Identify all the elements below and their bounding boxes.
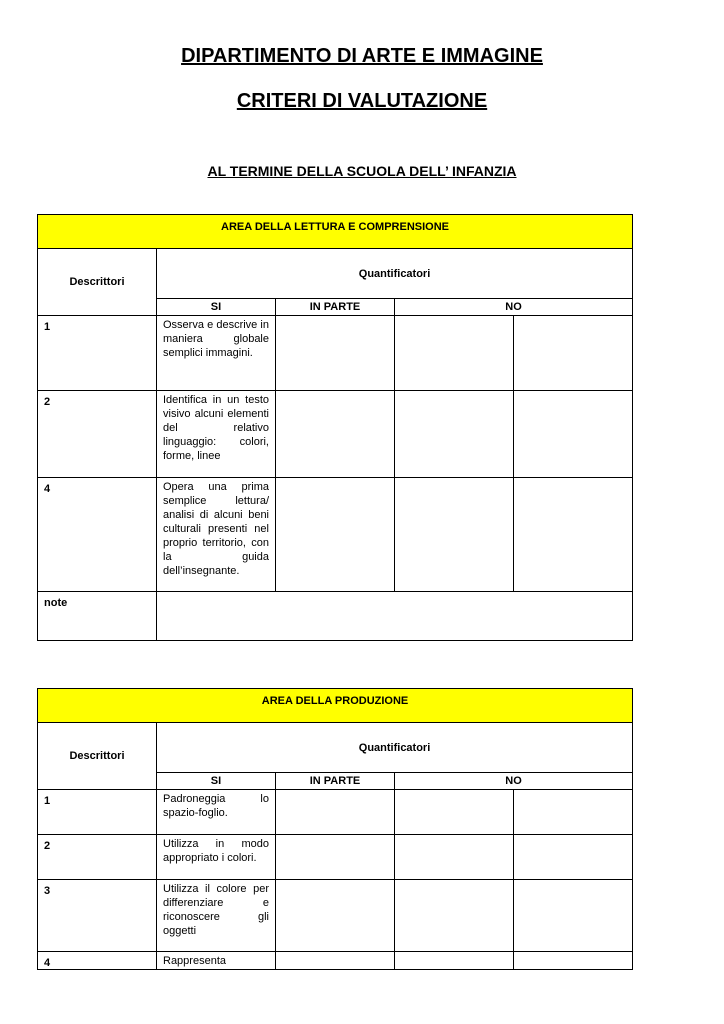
empty-cell <box>514 952 633 970</box>
table-row <box>38 790 633 835</box>
row-number: 2 <box>38 391 157 478</box>
empty-cell <box>276 880 395 952</box>
empty-cell <box>276 835 395 880</box>
descriptors-header: Descrittori <box>38 249 157 316</box>
row-descriptor: Identifica in un testo visivo alcuni elementi del relativo linguaggio: colori, forme, linee <box>157 391 276 478</box>
row-descriptor: Opera una prima semplice lettura/ analisi di alcuni beni culturali presenti nel proprio territorio, con la guida dell’insegnante. <box>157 478 276 592</box>
row-number: 4 <box>38 952 157 970</box>
criteria-title: CRITERI DI VALUTAZIONE <box>236 90 488 112</box>
row-descriptor: Padroneggia lo spazio-foglio. <box>157 790 276 835</box>
table-row <box>38 391 633 478</box>
row-number: 2 <box>38 835 157 880</box>
quantifiers-header: Quantificatori <box>157 249 633 299</box>
table-row <box>38 316 633 391</box>
row-number: 1 <box>38 790 157 835</box>
area-title: AREA DELLA PRODUZIONE <box>38 689 633 723</box>
area-title: AREA DELLA LETTURA E COMPRENSIONE <box>38 215 633 249</box>
empty-cell <box>514 835 633 880</box>
empty-cell <box>276 391 395 478</box>
in-parte-header: IN PARTE <box>276 299 395 316</box>
row-number: 4 <box>38 478 157 592</box>
production-table <box>37 688 633 970</box>
table-row <box>38 880 633 952</box>
table-row <box>38 478 633 592</box>
quantifiers-header: Quantificatori <box>157 723 633 773</box>
no-header: NO <box>395 773 633 790</box>
row-descriptor: Utilizza in modo appropriato i colori. <box>157 835 276 880</box>
empty-cell <box>514 478 633 592</box>
descriptors-header: Descrittori <box>38 723 157 790</box>
row-descriptor: Utilizza il colore per differenziare e riconoscere gli oggetti <box>157 880 276 952</box>
level-title: AL TERMINE DELLA SCUOLA DELL’ INFANZIA <box>207 163 517 179</box>
empty-cell <box>514 391 633 478</box>
empty-cell <box>276 478 395 592</box>
empty-cell <box>276 790 395 835</box>
in-parte-header: IN PARTE <box>276 773 395 790</box>
empty-cell <box>514 880 633 952</box>
row-number: 1 <box>38 316 157 391</box>
department-title: DIPARTIMENTO DI ARTE E IMMAGINE <box>181 45 543 67</box>
notes-cell <box>157 592 633 641</box>
si-header: SI <box>157 299 276 316</box>
notes-label: note <box>38 592 157 641</box>
no-header: NO <box>395 299 633 316</box>
empty-cell <box>395 880 514 952</box>
si-header: SI <box>157 773 276 790</box>
reading-comprehension-table <box>37 214 633 641</box>
empty-cell <box>395 790 514 835</box>
empty-cell <box>276 952 395 970</box>
empty-cell <box>514 316 633 391</box>
empty-cell <box>395 478 514 592</box>
empty-cell <box>395 391 514 478</box>
empty-cell <box>514 790 633 835</box>
empty-cell <box>276 316 395 391</box>
row-descriptor: Osserva e descrive in maniera globale semplici immagini. <box>157 316 276 391</box>
empty-cell <box>395 316 514 391</box>
empty-cell <box>395 835 514 880</box>
table-row <box>38 952 633 970</box>
table-row <box>38 835 633 880</box>
empty-cell <box>395 952 514 970</box>
row-number: 3 <box>38 880 157 952</box>
row-descriptor: Rappresenta <box>157 952 276 970</box>
notes-row <box>38 592 633 641</box>
